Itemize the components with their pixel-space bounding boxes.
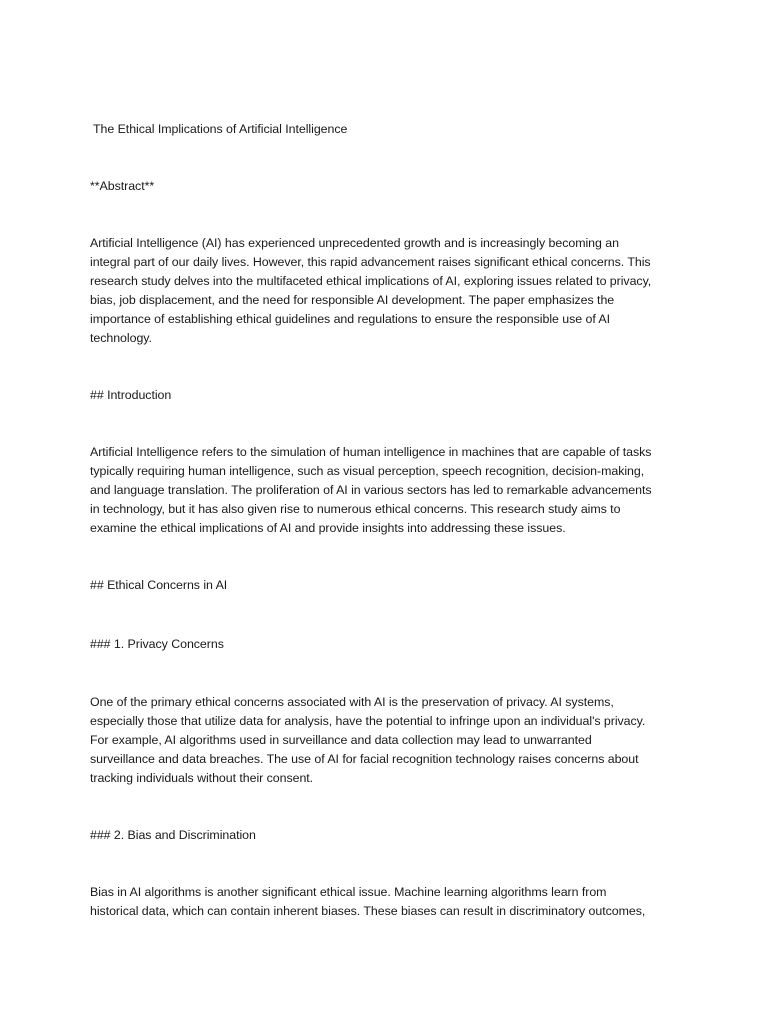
- abstract-line: importance of establishing ethical guidelines and regulations to ensure the responsible use of AI: [90, 312, 611, 326]
- bias-line: historical data, which can contain inherent biases. These biases can result in discriminatory outcomes,: [90, 904, 646, 918]
- privacy-line: For example, AI algorithms used in surveillance and data collection may lead to unwarranted: [90, 733, 592, 747]
- ethical-concerns-heading: ## Ethical Concerns in AI: [90, 578, 228, 592]
- privacy-line: tracking individuals without their consent.: [90, 771, 314, 785]
- document-title: The Ethical Implications of Artificial Intelligence: [93, 122, 348, 136]
- bias-paragraph: [90, 883, 682, 921]
- abstract-paragraph: [90, 234, 682, 348]
- document-body: [90, 120, 682, 921]
- privacy-line: especially those that utilize data for analysis, have the potential to infringe upon an individual's privacy.: [90, 714, 646, 728]
- introduction-line: in technology, but it has also given rise to numerous ethical concerns. This research study aims to: [90, 502, 621, 516]
- abstract-heading: **Abstract**: [90, 179, 155, 193]
- privacy-heading: ### 1. Privacy Concerns: [90, 637, 224, 651]
- abstract-line: integral part of our daily lives. However, this rapid advancement raises significant ethical concerns. This: [90, 255, 651, 269]
- privacy-paragraph: [90, 693, 682, 788]
- privacy-line: One of the primary ethical concerns associated with AI is the preservation of privacy. AI systems,: [90, 695, 614, 709]
- introduction-line: typically requiring human intelligence, such as visual perception, speech recognition, decision-making,: [90, 464, 645, 478]
- bias-line: Bias in AI algorithms is another significant ethical issue. Machine learning algorithms learn from: [90, 885, 607, 899]
- privacy-line: surveillance and data breaches. The use of AI for facial recognition technology raises concerns about: [90, 752, 639, 766]
- introduction-line: and language translation. The proliferation of AI in various sectors has led to remarkable advancements: [90, 483, 652, 497]
- abstract-line: research study delves into the multifaceted ethical implications of AI, exploring issues related to privacy,: [90, 274, 652, 288]
- introduction-line: examine the ethical implications of AI and provide insights into addressing these issues.: [90, 521, 566, 535]
- introduction-paragraph: [90, 443, 682, 538]
- abstract-line: bias, job displacement, and the need for responsible AI development. The paper emphasizes the: [90, 293, 615, 307]
- abstract-line: Artificial Intelligence (AI) has experienced unprecedented growth and is increasingly becoming an: [90, 236, 619, 250]
- abstract-line: technology.: [90, 331, 152, 345]
- bias-heading: ### 2. Bias and Discrimination: [90, 828, 256, 842]
- introduction-heading: ## Introduction: [90, 388, 172, 402]
- introduction-line: Artificial Intelligence refers to the simulation of human intelligence in machines that are capable of tasks: [90, 445, 652, 459]
